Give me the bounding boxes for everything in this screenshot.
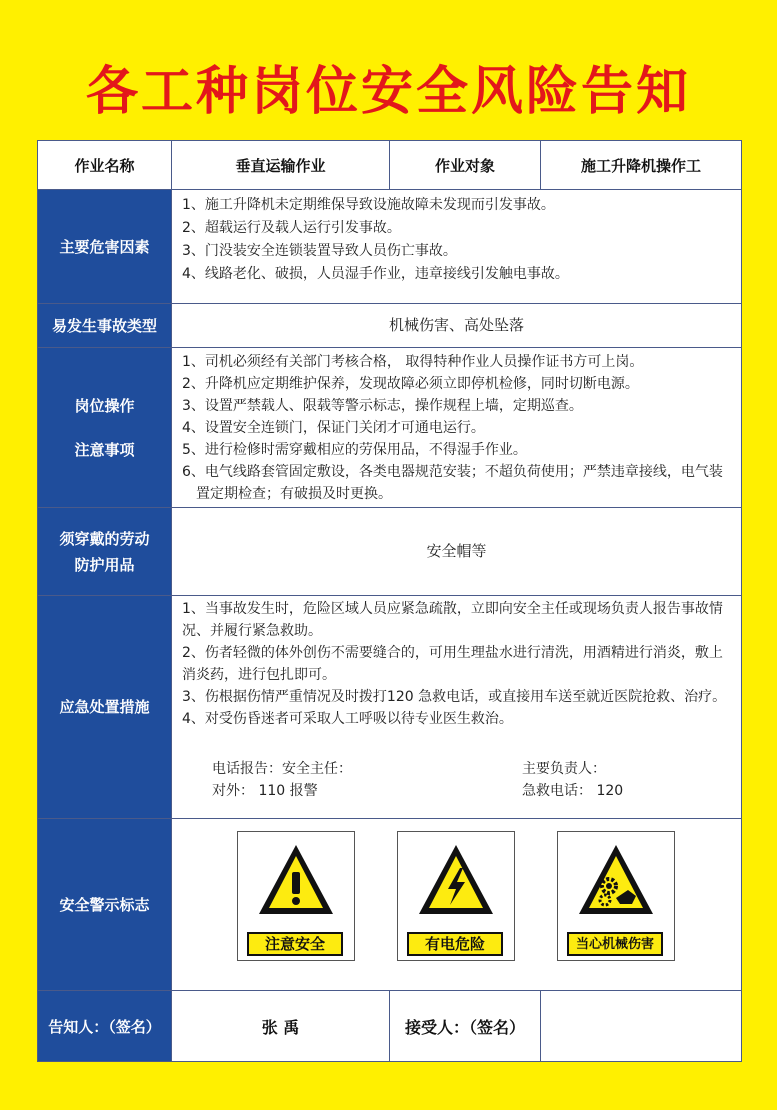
warning-sign-electric [397, 831, 515, 961]
warning-sign-caution [237, 831, 355, 961]
operation-label-line2: 注意事项 [74, 440, 135, 459]
first-aid-phone-text: 急救电话： 120 [522, 783, 624, 799]
operation-item: 3、设置严禁载人、限载等警示标志，操作规程上墙，定期巡查。 [182, 398, 583, 414]
accident-type-row [38, 304, 741, 348]
signs-row [38, 819, 741, 991]
hazards-label: 主要危害因素 [38, 190, 172, 303]
operation-label-line1: 岗位操作 [74, 396, 135, 415]
operation-content [172, 348, 741, 507]
emergency-label: 应急处置措施 [38, 596, 172, 818]
emergency-item: 2、伤者轻微的体外创伤不需要缝合的，可用生理盐水进行清洗，用酒精进行消炎，敷上消炎药，进行包扎即可。 [182, 645, 723, 683]
hazard-item: 3、门没装安全连锁装置导致人员伤亡事故。 [182, 243, 457, 259]
job-name-label: 作业名称 [38, 141, 172, 189]
main-person-text: 主要负责人： [522, 761, 606, 777]
gears-hand-icon [576, 842, 656, 920]
emergency-item: 4、对受伤昏迷者可采取人工呼吸以待专业医生救治。 [182, 711, 513, 727]
operation-item: 6、电气线路套管固定敷设，各类电器规范安装；不超负荷使用；严禁违章接线，电气装置定期检查；有破损及时更换。 [182, 464, 723, 502]
notifier-signature: 张 禹 [172, 991, 390, 1061]
notice-table [37, 140, 742, 1062]
sign-caption: 有电危险 [407, 932, 503, 956]
ppe-label-line2: 防护用品 [74, 555, 135, 574]
accident-type-value: 机械伤害、高处坠落 [388, 316, 524, 334]
operation-item: 2、升降机应定期维护保养，发现故障必须立即停机检修，同时切断电源。 [182, 376, 639, 392]
hazards-row [38, 190, 741, 304]
job-target-label: 作业对象 [390, 141, 541, 189]
hazard-item: 4、线路老化、破损，人员湿手作业，违章接线引发触电事故。 [182, 266, 569, 282]
operation-row [38, 348, 741, 508]
signs-content [172, 819, 741, 990]
sign-caption: 注意安全 [247, 932, 343, 956]
operation-label [38, 348, 172, 507]
operation-item: 1、司机必须经有关部门考核合格， 取得特种作业人员操作证书方可上岗。 [182, 354, 644, 370]
ppe-value: 安全帽等 [426, 542, 487, 560]
accident-type-label: 易发生事故类型 [38, 304, 172, 347]
ppe-label-line1: 须穿戴的劳动 [59, 529, 150, 548]
operation-item: 5、进行检修时需穿戴相应的劳保用品，不得湿手作业。 [182, 442, 527, 458]
header-row [38, 141, 741, 190]
exclamation-icon [256, 842, 336, 920]
job-name-value: 垂直运输作业 [172, 141, 390, 189]
hazard-item: 1、施工升降机未定期维保导致设施故障未发现而引发事故。 [182, 197, 555, 213]
signs-label: 安全警示标志 [38, 819, 172, 990]
operation-item: 4、设置安全连锁门，保证门关闭才可通电运行。 [182, 420, 485, 436]
hazard-item: 2、超载运行及载人运行引发事故。 [182, 220, 401, 236]
job-target-value: 施工升降机操作工 [580, 156, 701, 175]
ppe-row [38, 508, 741, 596]
receiver-signature[interactable] [541, 991, 741, 1061]
emergency-content [172, 596, 741, 818]
phone-report-text: 电话报告：安全主任： [212, 761, 352, 777]
high-voltage-icon [416, 842, 496, 920]
ppe-label [38, 508, 172, 595]
warning-sign-machinery [557, 831, 675, 961]
emergency-item: 3、伤根据伤情严重情况及时拨打120 急救电话，或直接用车送至就近医院抢救、治疗。 [182, 689, 727, 705]
page-title: 各工种岗位安全风险告知 [85, 62, 691, 122]
hazards-content [172, 190, 741, 303]
notifier-label: 告知人：（签名） [38, 991, 172, 1061]
signature-row [38, 991, 741, 1061]
sign-caption: 当心机械伤害 [567, 932, 663, 956]
emergency-item: 1、当事故发生时，危险区域人员应紧急疏散，立即向安全主任或现场负责人报告事故情况、并履行紧急救助。 [182, 601, 723, 639]
external-phone-text: 对外： 110 报警 [212, 783, 318, 799]
emergency-row [38, 596, 741, 819]
receiver-label: 接受人：（签名） [390, 991, 541, 1061]
